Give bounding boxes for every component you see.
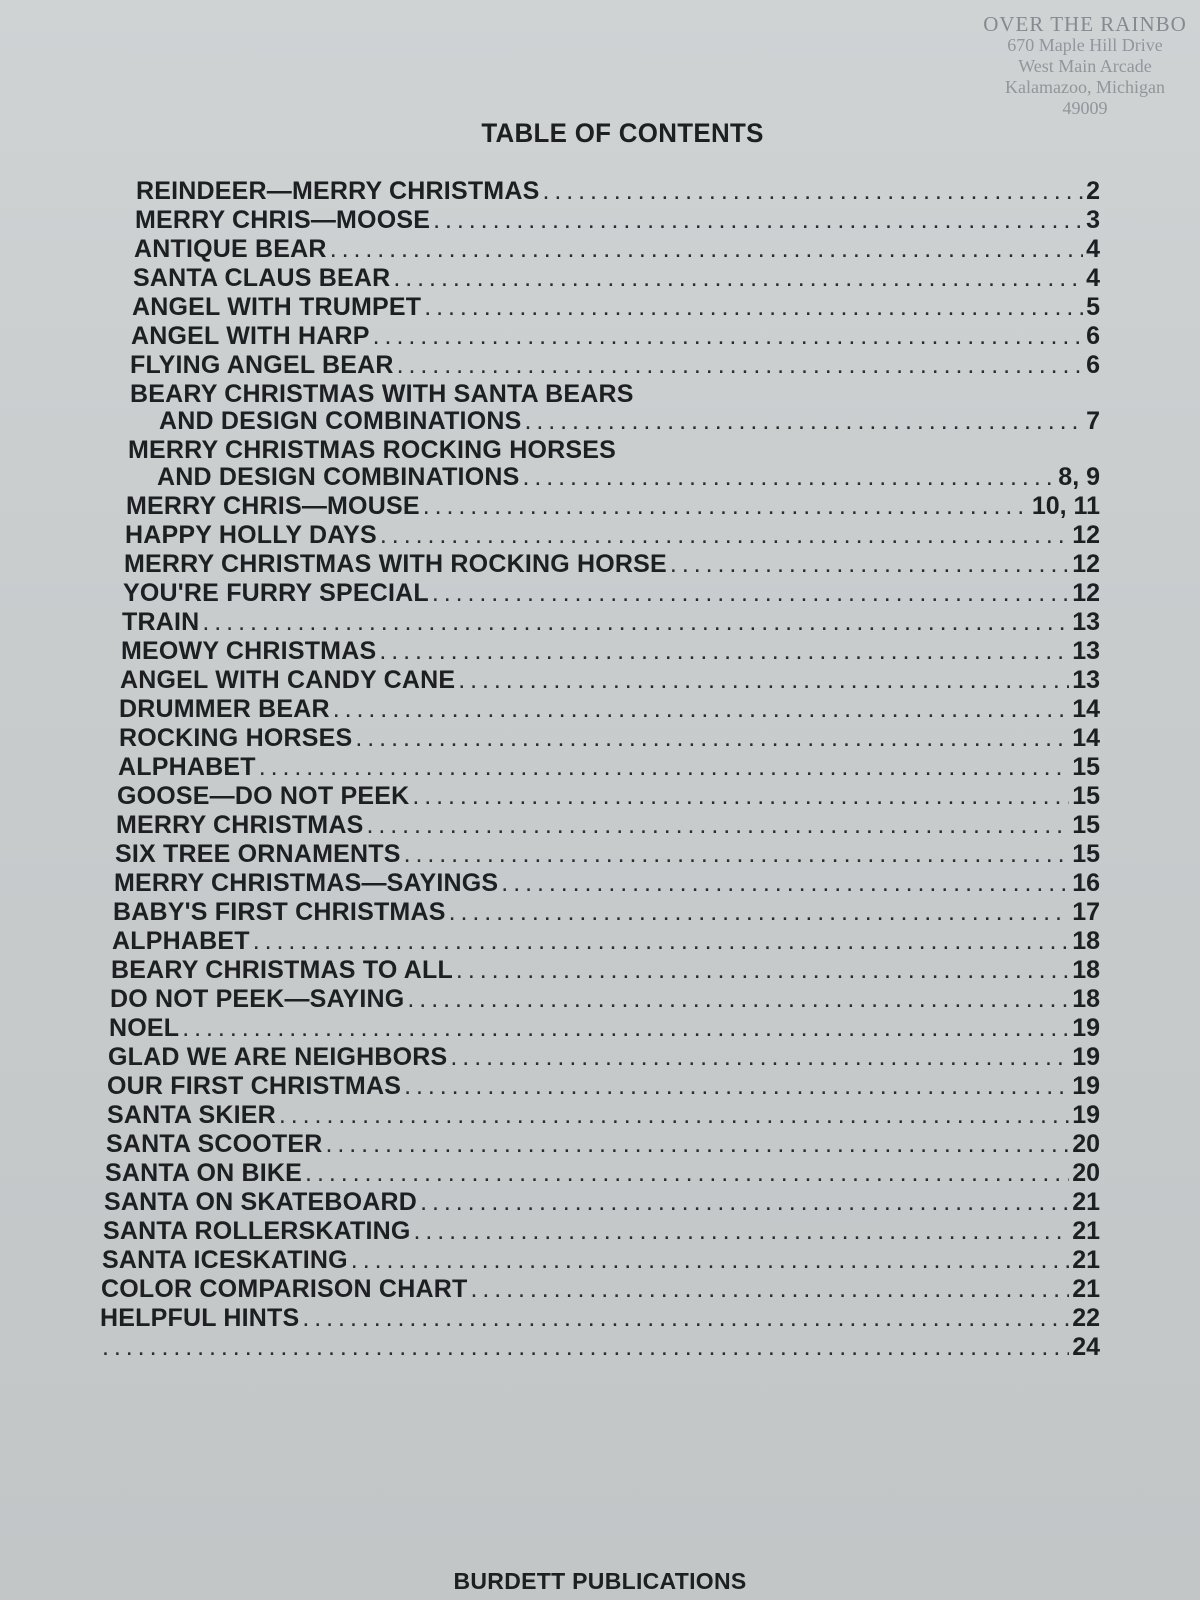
toc-page-number: 15 [1072,811,1100,839]
toc-page-number: 2 [1086,177,1100,205]
toc-page-number: 21 [1072,1188,1100,1216]
toc-entry [100,1304,1100,1333]
toc-page-number: 20 [1072,1159,1100,1187]
toc-entry [120,666,1100,695]
dot-leader [450,1043,1069,1072]
toc-entry-title: ANGEL WITH HARP [131,322,370,350]
toc-page-number: 6 [1086,322,1100,350]
dot-leader [522,463,1055,492]
toc-page-number: 22 [1072,1304,1100,1332]
toc-page-number: 15 [1072,840,1100,868]
toc-page-number: 21 [1072,1246,1100,1274]
dot-leader [393,264,1083,293]
dot-leader [397,351,1083,380]
dot-leader [373,322,1083,351]
toc-entry [126,492,1100,521]
toc-entry [136,177,1100,206]
store-address-stamp [960,14,1200,119]
toc-page-number: 18 [1072,927,1100,955]
toc-entry-title: NOEL [109,1014,180,1042]
toc-entry-title: MERRY CHRISTMAS [116,811,364,839]
page-title: TABLE OF CONTENTS [481,118,764,148]
toc-entry-title: SANTA SKIER [107,1101,276,1129]
toc-page-number: 6 [1086,351,1100,379]
toc-page-number: 4 [1086,235,1100,263]
dot-leader [355,724,1069,753]
toc-page-number: 12 [1072,550,1100,578]
dot-leader [501,869,1069,898]
toc-entry-title: SANTA ICESKATING [102,1246,348,1274]
toc-entry-title: FLYING ANGEL BEAR [130,351,394,379]
toc-entry [119,724,1100,753]
toc-page-number: 24 [1072,1333,1100,1361]
toc-entry-title: SANTA ON SKATEBOARD [104,1188,418,1216]
toc-entry [108,1043,1100,1072]
toc-entry-title: ANGEL WITH CANDY CANE [120,666,456,694]
toc-entry-title: SANTA ON BIKE [105,1159,303,1187]
toc-entry-title: BEARY CHRISTMAS WITH SANTA BEARS [130,380,634,408]
toc-entry [130,380,1100,407]
toc-entry-title: DRUMMER BEAR [119,695,330,723]
stamp-address-line: 49009 [1062,98,1108,118]
toc-page-number: 15 [1072,753,1100,781]
toc-entry-title: MERRY CHRIS—MOOSE [135,206,431,234]
dot-leader [470,1275,1069,1304]
toc-entry [117,782,1100,811]
toc-entry [134,235,1100,264]
toc-entry [118,753,1100,782]
toc-entry [119,695,1100,724]
toc-page-number: 18 [1072,985,1100,1013]
dot-leader [259,753,1069,782]
toc-entry-title: TRAIN [122,608,200,636]
toc-entry [101,1275,1100,1304]
toc-page-number: 10, 11 [1031,492,1100,520]
toc-entry-title: ROCKING HORSES [119,724,353,752]
dot-leader [433,206,1083,235]
toc-entry-title: ALPHABET [112,927,250,955]
toc-entry [116,811,1100,840]
toc-page-number: 14 [1072,724,1100,752]
toc-page-number: 8, 9 [1058,463,1100,491]
dot-leader [424,293,1083,322]
toc-page-number: 4 [1086,264,1100,292]
toc-entry-title: DO NOT PEEK—SAYING [110,985,405,1013]
toc-entry [109,1014,1100,1043]
toc-entry [111,956,1100,985]
dot-leader [351,1246,1069,1275]
dot-leader [524,407,1083,436]
toc-entry-title: SIX TREE ORNAMENTS [115,840,401,868]
toc-page-number: 13 [1072,666,1100,694]
toc-entry [124,550,1100,579]
toc-entry [107,1101,1100,1130]
dot-leader [305,1159,1069,1188]
toc-entry [112,927,1100,956]
toc-entry-title: ANTIQUE BEAR [134,235,327,263]
toc-entry [104,1188,1100,1217]
toc-page-number: 19 [1072,1014,1100,1042]
toc-page-number: 5 [1086,293,1100,321]
dot-leader [379,637,1069,666]
toc-entry-title: REINDEER—MERRY CHRISTMAS [136,177,540,205]
toc-entry-title: COLOR COMPARISON CHART [101,1275,468,1303]
toc-entry-title: HELPFUL HINTS [100,1304,300,1332]
toc-entry [105,1159,1100,1188]
toc-entry [132,293,1100,322]
toc-entry-title-continued: AND DESIGN COMBINATIONS [159,407,522,435]
toc-page-number: 14 [1072,695,1100,723]
toc-entry [114,869,1100,898]
toc-page-number: 12 [1072,579,1100,607]
dot-leader [456,956,1069,985]
dot-leader [326,1130,1070,1159]
toc-entry [133,264,1100,293]
toc-entry [106,1130,1100,1159]
toc-entry [115,840,1100,869]
toc-entry [121,637,1100,666]
toc-page-number: 13 [1072,608,1100,636]
toc-page-number: 17 [1072,898,1100,926]
toc-entry-title: MERRY CHRISTMAS—SAYINGS [114,869,499,897]
dot-leader [449,898,1070,927]
toc-entry-title: SANTA CLAUS BEAR [133,264,391,292]
stamp-address-line: Kalamazoo, Michigan [1005,77,1165,97]
toc-entry [135,206,1100,235]
toc-page-number: 19 [1072,1043,1100,1071]
dot-leader [366,811,1069,840]
toc-entry [123,579,1100,608]
toc-entry [99,1333,1100,1362]
toc-page-number: 19 [1072,1101,1100,1129]
dot-leader [182,1014,1069,1043]
toc-page-number: 21 [1072,1275,1100,1303]
toc-entry-title: SANTA ROLLERSKATING [103,1217,411,1245]
publisher-footer: BURDETT PUBLICATIONS [453,1568,747,1594]
toc-entry-title: OUR FIRST CHRISTMAS [107,1072,402,1100]
dot-leader [333,695,1069,724]
dot-leader [102,1333,1069,1362]
dot-leader [253,927,1069,956]
toc-page-number: 18 [1072,956,1100,984]
toc-entry-title: YOU'RE FURRY SPECIAL [123,579,429,607]
stamp-address-line: West Main Arcade [1018,56,1152,76]
toc-entry-title: ALPHABET [118,753,256,781]
toc-entry-title: MERRY CHRISTMAS ROCKING HORSES [128,436,616,464]
toc-page-number: 7 [1086,407,1100,435]
toc-entry [125,521,1100,550]
toc-entry-title: ANGEL WITH TRUMPET [132,293,422,321]
toc-entry [103,1217,1100,1246]
toc-entry [110,985,1100,1014]
dot-leader [458,666,1069,695]
stamp-store-name: OVER THE RAINBO [983,12,1187,36]
dot-leader [670,550,1069,579]
dot-leader [542,177,1083,206]
toc-entry-title: HAPPY HOLLY DAYS [125,521,377,549]
dot-leader [423,492,1029,521]
dot-leader [404,840,1070,869]
dot-leader [407,985,1069,1014]
toc-entry-title: GOOSE—DO NOT PEEK [117,782,410,810]
toc-page-number: 13 [1072,637,1100,665]
dot-leader [404,1072,1069,1101]
toc-entry-title: SANTA SCOOTER [106,1130,323,1158]
dot-leader [420,1188,1069,1217]
toc-page-number: 20 [1072,1130,1100,1158]
toc-entry-title: GLAD WE ARE NEIGHBORS [108,1043,448,1071]
toc-entry [113,898,1100,927]
toc-entry-title: MERRY CHRISTMAS WITH ROCKING HORSE [124,550,667,578]
toc-page-number: 15 [1072,782,1100,810]
toc-entry-title-continued: AND DESIGN COMBINATIONS [157,463,520,491]
toc-entry [102,1246,1100,1275]
toc-entry-title: BABY'S FIRST CHRISTMAS [113,898,446,926]
toc-entry-title: MEOWY CHRISTMAS [121,637,377,665]
toc-entry-continuation [129,407,1100,436]
dot-leader [414,1217,1070,1246]
dot-leader [202,608,1069,637]
stamp-address-line: 670 Maple Hill Drive [1007,35,1163,55]
dot-leader [302,1304,1069,1333]
toc-entry [107,1072,1100,1101]
toc-entry-title: MERRY CHRIS—MOUSE [126,492,420,520]
toc-entry-title: BEARY CHRISTMAS TO ALL [111,956,453,984]
toc-page-number: 12 [1072,521,1100,549]
toc-page-number: 3 [1086,206,1100,234]
dot-leader [380,521,1069,550]
dot-leader [412,782,1069,811]
dot-leader [330,235,1083,264]
dot-leader [279,1101,1069,1130]
toc-page-number: 16 [1072,869,1100,897]
table-of-contents [0,177,1200,1362]
toc-entry [122,608,1100,637]
toc-entry [130,351,1100,380]
toc-page-number: 21 [1072,1217,1100,1245]
toc-page-number: 19 [1072,1072,1100,1100]
dot-leader [432,579,1069,608]
toc-entry [128,436,1100,463]
toc-entry [131,322,1100,351]
toc-entry-continuation [127,463,1100,492]
